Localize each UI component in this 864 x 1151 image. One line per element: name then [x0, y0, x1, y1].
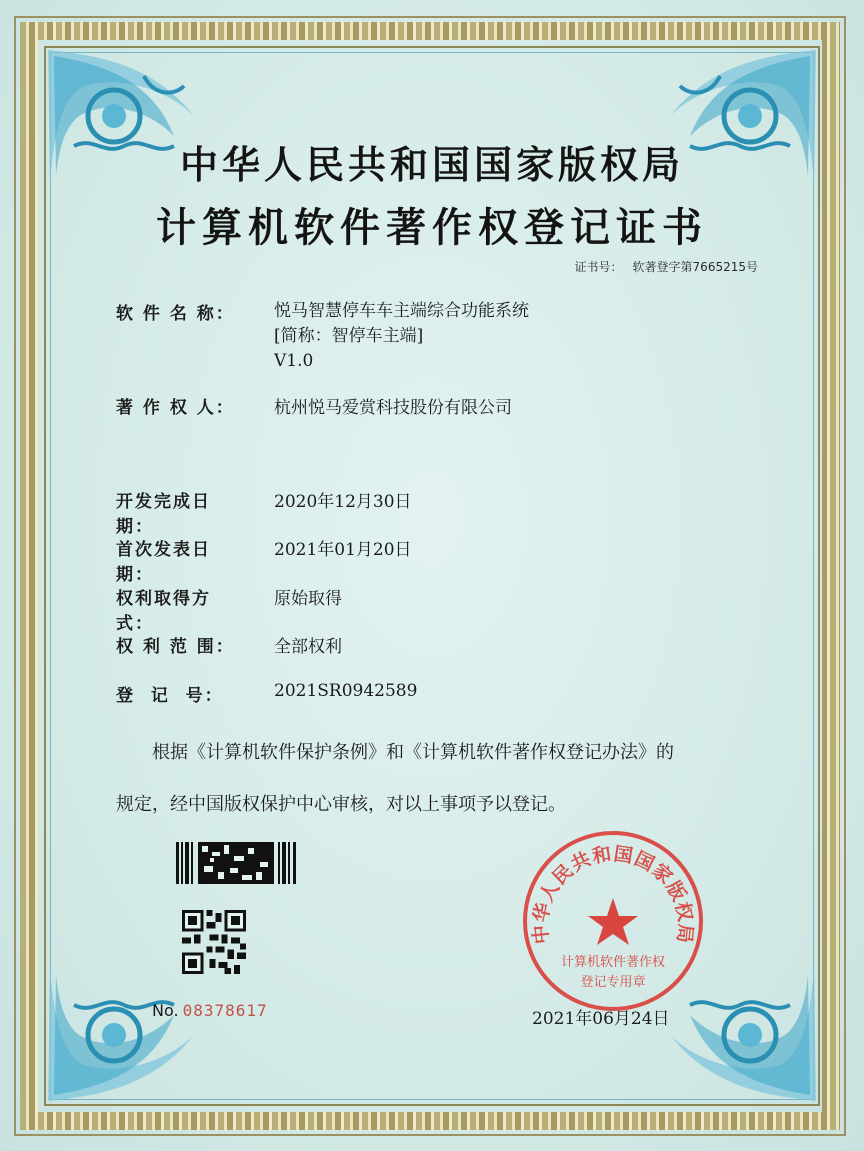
acquisition-value: 原始取得	[274, 589, 342, 609]
barcode	[176, 842, 300, 884]
dev-date-value: 2020年12月30日	[274, 492, 412, 512]
issue-date: 2021年06月24日	[532, 1009, 670, 1029]
star-icon	[588, 898, 638, 945]
serial-number-value: 08378617	[182, 1001, 268, 1020]
body-text-line-1: 根据《计算机软件保护条例》和《计算机软件著作权登记办法》的	[152, 742, 674, 763]
field-owner	[116, 393, 512, 418]
registration-label: 登 记 号：	[116, 686, 224, 706]
certificate-number-value: 软著登字第7665215号	[632, 260, 758, 274]
software-name-label: 软 件 名 称：	[116, 304, 235, 324]
software-short-name: [简称：智停车主端]	[274, 326, 424, 346]
field-software-name	[116, 299, 529, 371]
software-full-name: 悦马智慧停车车主端综合功能系统	[274, 301, 529, 321]
registration-value: 2021SR0942589	[274, 681, 418, 701]
field-scope	[116, 632, 342, 657]
seal-inner-line-1: 计算机软件著作权	[560, 955, 666, 970]
issuing-authority: 中华人民共和国国家版权局	[179, 143, 684, 187]
certificate-number-label: 证书号：	[574, 260, 623, 274]
seal-inner-line-2: 登记专用章	[580, 975, 646, 990]
field-acquisition	[116, 584, 342, 634]
serial-number-label: No.	[152, 1001, 179, 1020]
certificate-number	[575, 258, 758, 275]
corner-ornament-bottom-left	[44, 955, 214, 1105]
serial-number	[152, 1001, 268, 1020]
field-dev-date	[116, 487, 412, 537]
pub-date-label: 首次发表日期：	[116, 540, 211, 585]
certificate-title: 计算机软件著作权登记证书	[156, 205, 708, 251]
acquisition-label: 权利取得方式：	[116, 589, 211, 634]
body-text-line-2: 规定，经中国版权保护中心审核，对以上事项予以登记。	[116, 794, 566, 815]
owner-label: 著 作 权 人：	[116, 398, 235, 418]
official-seal	[518, 826, 708, 1016]
seal-ring-text: 中华人民共和国国家版权局	[529, 842, 697, 945]
software-version: V1.0	[274, 351, 314, 371]
field-pub-date	[116, 535, 412, 585]
software-name-value	[274, 299, 529, 374]
scope-label: 权 利 范 围：	[116, 637, 235, 657]
scope-value: 全部权利	[274, 637, 342, 657]
qr-code	[182, 910, 246, 974]
pub-date-value: 2021年01月20日	[274, 540, 412, 560]
dev-date-label: 开发完成日期：	[116, 492, 211, 537]
owner-value: 杭州悦马爱赏科技股份有限公司	[274, 398, 512, 418]
field-registration	[116, 681, 418, 706]
